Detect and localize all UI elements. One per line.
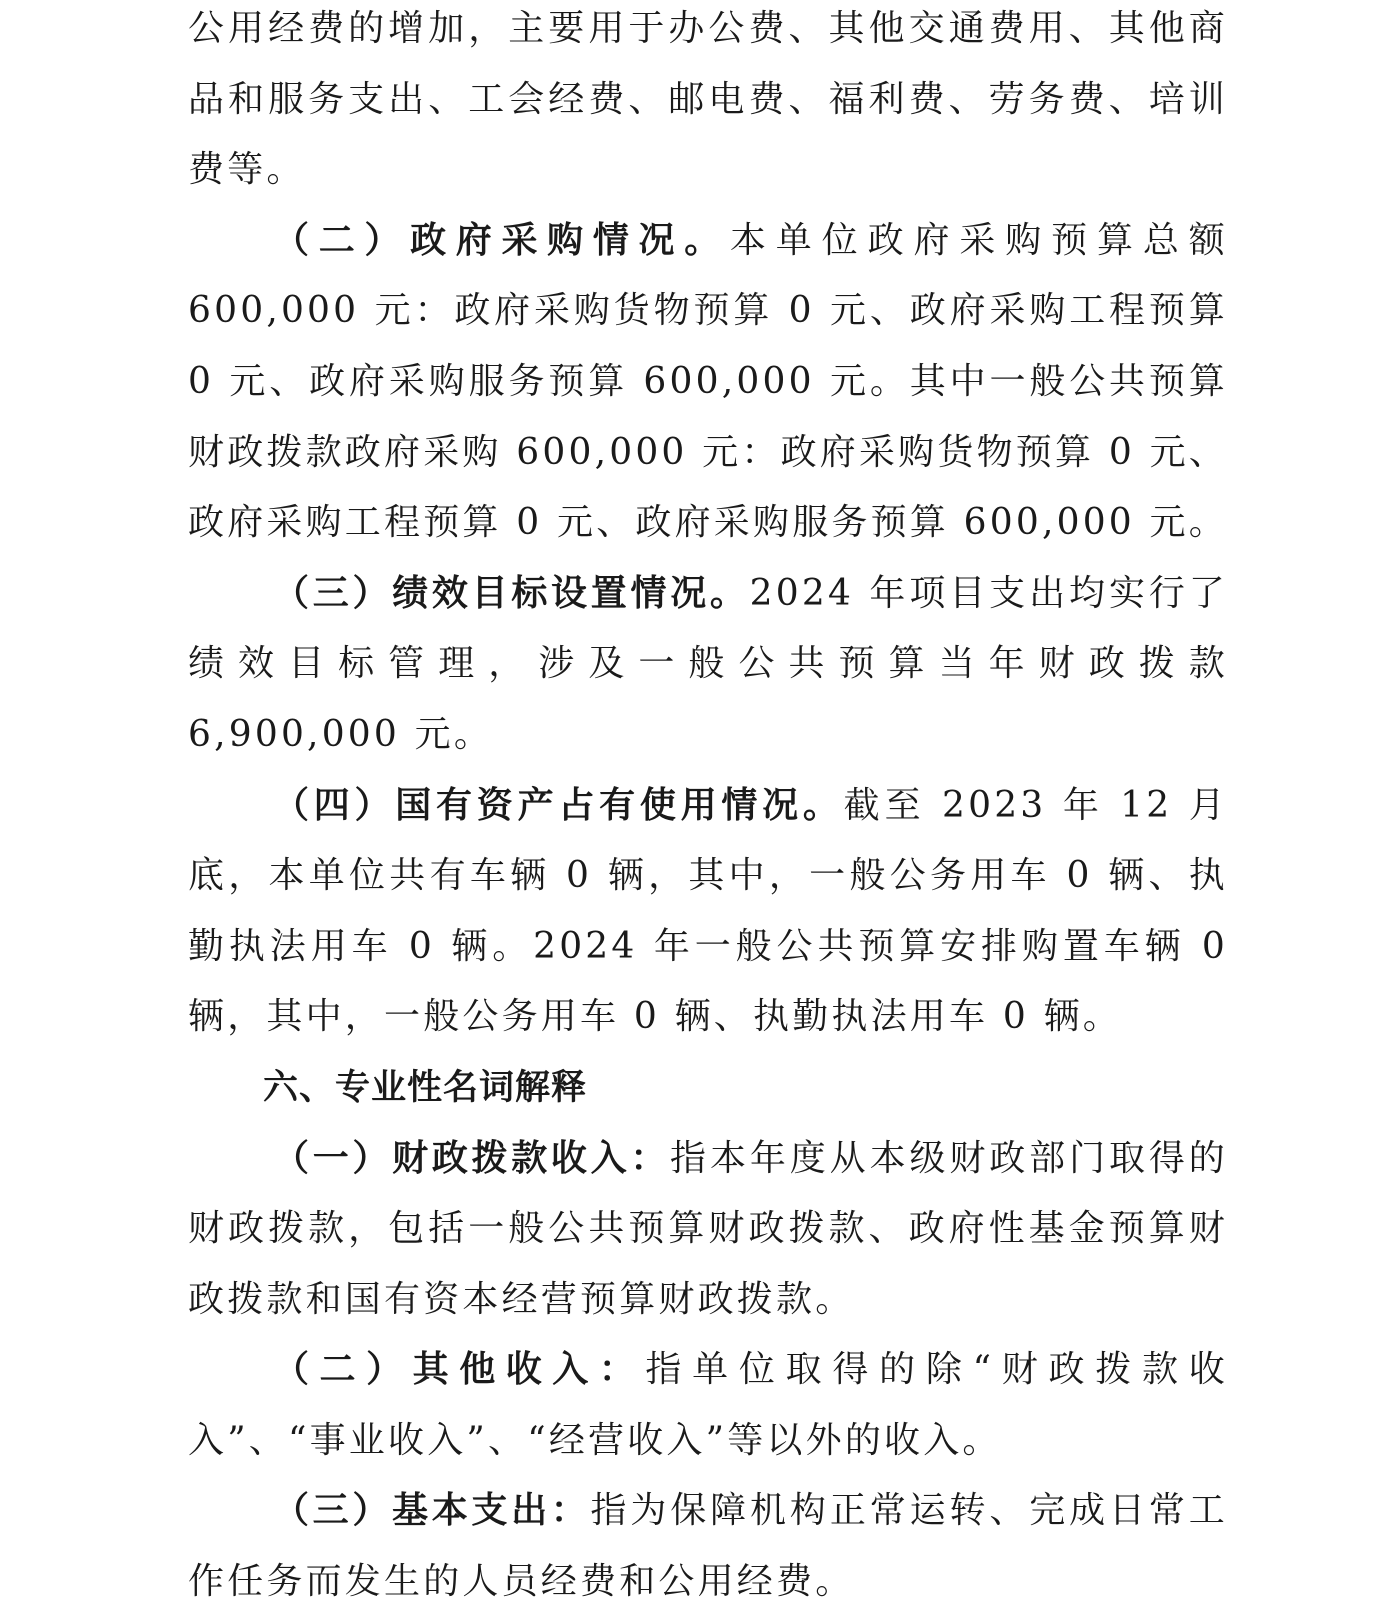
paragraph-performance-targets: [188, 559, 1228, 771]
term-other-income: [188, 1335, 1228, 1476]
paragraph-lead-performance: （三）绩效目标设置情况。: [273, 572, 750, 614]
paragraph-lead-procurement: （二）政府采购情况。: [273, 219, 730, 261]
section-heading-terminology: 六、专业性名词解释: [263, 1067, 588, 1108]
paragraph-government-procurement: [188, 206, 1228, 559]
term-basic-expenditure: [188, 1476, 1228, 1617]
paragraph-body-performance: 2024 年项目支出均实行了绩效目标管理，涉及一般公共预算当年财政拨款 6,900,000 元。: [188, 572, 1228, 755]
term-body-other-income: 指单位取得的除“财政拨款收入”、“事业收入”、“经营收入”等以外的收入。: [188, 1349, 1228, 1461]
paragraph-body-procurement: 本单位政府采购预算总额 600,000 元：政府采购货物预算 0 元、政府采购工程预算 0 元、政府采购服务预算 600,000 元。其中一般公共预算财政拨款政府采购 600,000 元：政府采购货物预算 0 元、政府采购工程预算 0 元、政府采购服务预算 600,000 元。: [188, 219, 1228, 544]
paragraph-state-assets: [188, 771, 1228, 1053]
term-lead-other-income: （二）其他收入：: [273, 1349, 646, 1391]
term-body-basic-expenditure: 指为保障机构正常运转、完成日常工作任务而发生的人员经费和公用经费。: [188, 1490, 1228, 1603]
term-fiscal-appropriation-income: [188, 1124, 1228, 1336]
paragraph-lead-assets: （四）国有资产占有使用情况。: [273, 784, 844, 826]
term-lead-fiscal-appropriation: （一）财政拨款收入：: [273, 1137, 671, 1179]
paragraph-public-expense: 公用经费的增加，主要用于办公费、其他交通费用、其他商品和服务支出、工会经费、邮电费、福利费、劳务费、培训费等。: [188, 8, 1228, 191]
paragraph-body-assets: 截至 2023 年 12 月底，本单位共有车辆 0 辆，其中，一般公务用车 0 辆、执勤执法用车 0 辆。2024 年一般公共预算安排购置车辆 0 辆，其中，一般公务用车 0 辆、执勤执法用车 0 辆。: [188, 784, 1228, 1038]
term-body-fiscal-appropriation: 指本年度从本级财政部门取得的财政拨款，包括一般公共预算财政拨款、政府性基金预算财政拨款和国有资本经营预算财政拨款。: [188, 1137, 1228, 1320]
document-page: [188, 0, 1228, 1618]
term-lead-basic-expenditure: （三）基本支出：: [273, 1490, 591, 1532]
